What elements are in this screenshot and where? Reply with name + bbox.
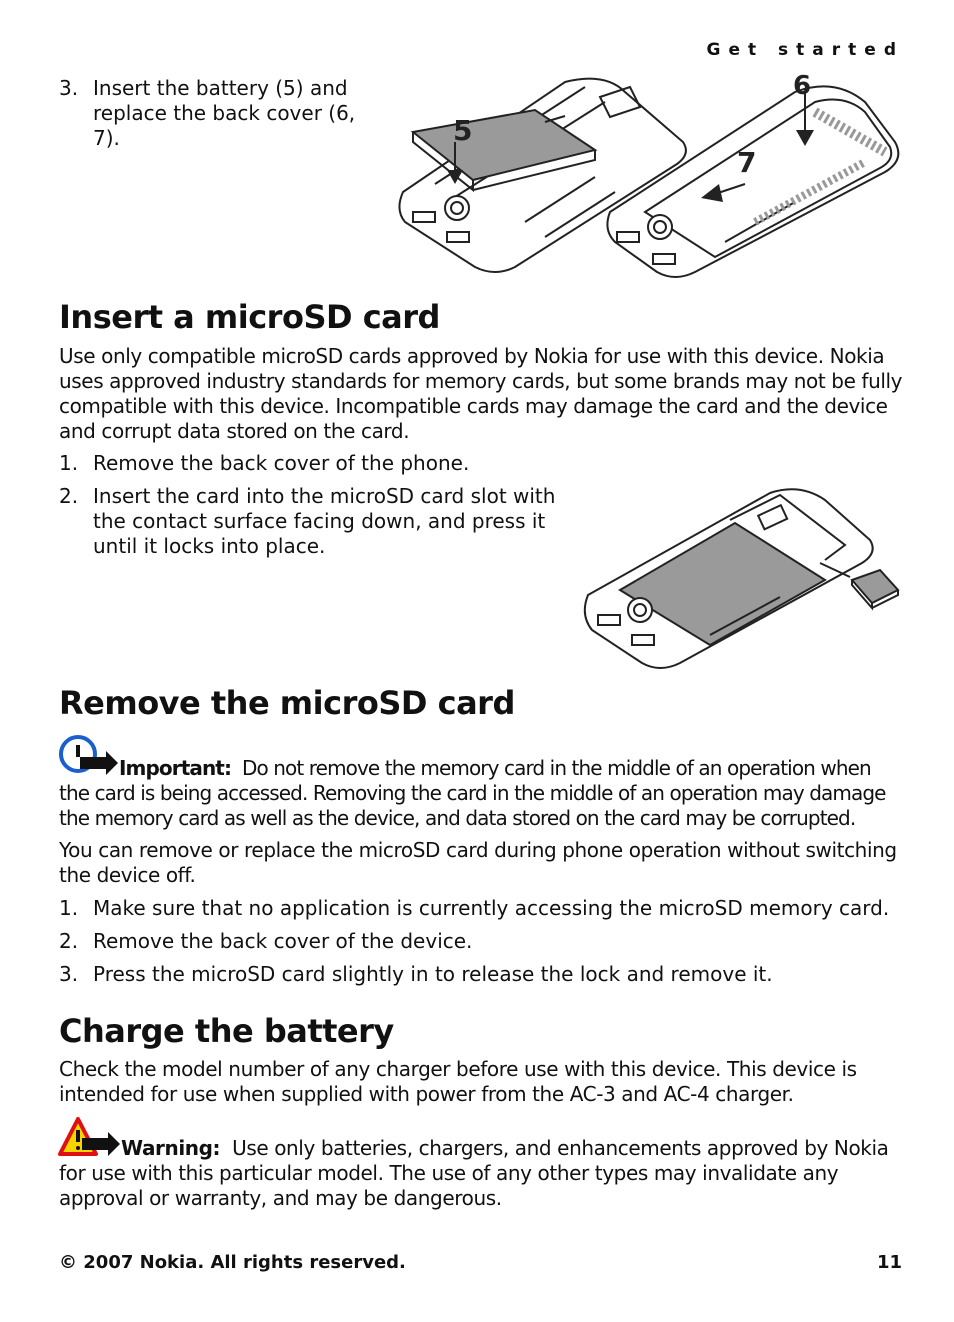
list-text: Press the microSD card slightly in to release the lock and remove it. <box>93 962 773 986</box>
figure-label-6: 6 <box>793 72 812 101</box>
section-heading: Remove the microSD card <box>59 684 515 722</box>
section-heading: Charge the battery <box>59 1012 394 1050</box>
list-number: 2. <box>59 929 79 953</box>
paragraph: Check the model number of any charger before use with this device. This device is intended for use when supplied with power from the AC-3 and AC-4 charger. <box>59 1057 857 1106</box>
microsd-insert-illustration <box>580 485 905 670</box>
important-label: Important: <box>119 756 232 780</box>
paragraph: Use only compatible microSD cards approved by Nokia for use with this device. Nokia uses approved industry standards for memory cards, but some brands may not be fully compatible with this device. Incompatible cards may damage the card and the device and corrupt data stored on the card. <box>59 344 903 443</box>
paragraph: You can remove or replace the microSD card during phone operation without switching the device off. <box>59 838 897 887</box>
battery-cover-illustration <box>395 72 905 282</box>
list-text: Insert the battery (5) and replace the back cover (6, 7). <box>93 76 356 150</box>
list-number: 3. <box>59 962 79 986</box>
section-heading: Insert a microSD card <box>59 298 440 336</box>
list-number: 3. <box>59 76 79 100</box>
list-text: Remove the back cover of the device. <box>93 929 473 953</box>
running-header: Get started <box>706 40 904 60</box>
list-number: 2. <box>59 484 79 508</box>
copyright: © 2007 Nokia. All rights reserved. <box>59 1252 406 1273</box>
figure-label-5: 5 <box>453 114 473 147</box>
warning-label: Warning: <box>121 1136 221 1160</box>
list-number: 1. <box>59 896 79 920</box>
list-text: Remove the back cover of the phone. <box>93 451 470 475</box>
list-text: Make sure that no application is currently accessing the microSD memory card. <box>93 896 890 920</box>
list-text: Insert the card into the microSD card slot with the contact surface facing down, and press it until it locks into place. <box>93 484 556 558</box>
page-number: 11 <box>876 1252 902 1273</box>
warning-text: Use only batteries, chargers, and enhancements approved by Nokia for use with this particular model. The use of any other types may invalidate any approval or warranty, and may be dangerous. <box>59 1136 889 1210</box>
important-text: Do not remove the memory card in the middle of an operation when the card is being accessed. Removing the card in the middle of an operation may damage the memory card as well as the device, and data stored on the card may be corrupted. <box>59 756 886 830</box>
list-number: 1. <box>59 451 79 475</box>
figure-label-7: 7 <box>737 146 757 179</box>
warning-note <box>59 1136 905 1211</box>
important-note <box>59 756 905 831</box>
